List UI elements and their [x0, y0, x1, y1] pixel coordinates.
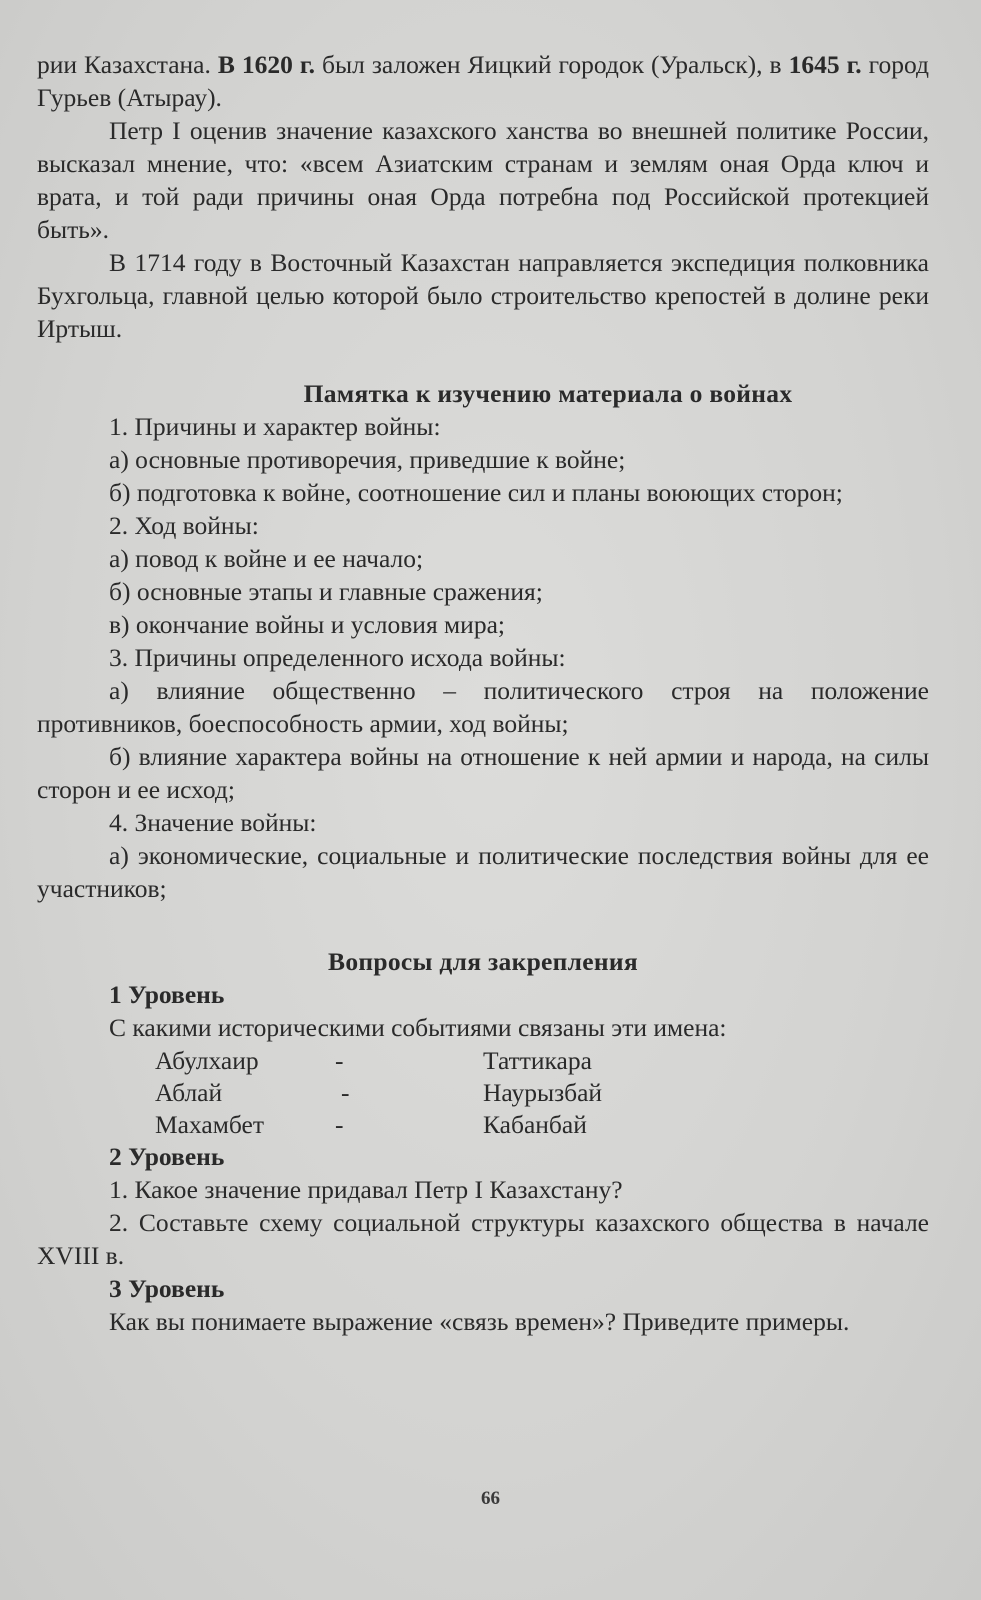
memo-item: а) влияние общественно – политического строя на положение противников, боеспособность армии, ход войны; [37, 676, 929, 738]
memo-item: 1. Причины и характер войны: [109, 412, 441, 441]
name-dash: - [335, 1110, 344, 1139]
page-number: 66 [481, 1488, 500, 1509]
level-3-label: 3 Уровень [109, 1274, 225, 1303]
memo-item: а) повод к войне и ее начало; [109, 544, 424, 573]
name-right: Таттикара [483, 1046, 592, 1075]
names-row [155, 1044, 929, 1076]
level-3-question: Как вы понимаете выражение «связь времен»? Приведите примеры. [109, 1307, 850, 1336]
memo-item: а) экономические, социальные и политические последствия войны для ее участников; [37, 841, 929, 903]
bold-date: В 1620 г. [217, 50, 315, 79]
memo-item: б) влияние характера войны на отношение к ней армии и народа, на силы сторон и ее исход; [37, 742, 929, 804]
page-text [37, 48, 929, 1338]
text-run: был заложен Яицкий городок (Уральск), в [315, 50, 789, 79]
memo-title: Памятка к изучению материала о войнах [303, 379, 793, 408]
memo-item: б) основные этапы и главные сражения; [109, 577, 543, 606]
text-run: рии Казахстана. [37, 50, 218, 79]
level-2-question-1: 1. Какое значение придавал Петр I Казахстану? [109, 1175, 623, 1204]
names-row [155, 1108, 929, 1140]
level-1-question: С какими историческими событиями связаны эти имена: [109, 1013, 727, 1042]
text-run: город Гурьев (Атырау). [37, 50, 929, 112]
level-1-label: 1 Уровень [109, 980, 225, 1009]
memo-item: 2. Ход войны: [109, 511, 259, 540]
memo-item: 4. Значение войны: [109, 808, 317, 837]
paragraph-peter: Петр I оценив значение казахского ханства во внешней политике России, высказал мнение, что: «всем Азиатским странам и землям оная Орда ключ и врата, и той ради причины оная Орда потребна под Российской протекцией быть». [37, 116, 929, 244]
level-2-question-2: 2. Составьте схему социальной структуры казахского общества в начале XVIII в. [37, 1208, 929, 1270]
name-left: Аблай [155, 1078, 223, 1107]
paragraph-forts [37, 48, 929, 114]
memo-item: 3. Причины определенного исхода войны: [109, 643, 566, 672]
name-right: Кабанбай [483, 1110, 587, 1139]
name-left: Махамбет [155, 1110, 264, 1139]
memo-item: а) основные противоречия, приведшие к войне; [109, 445, 626, 474]
name-right: Наурызбай [483, 1078, 603, 1107]
names-table [37, 1044, 929, 1140]
paragraph-expedition: В 1714 году в Восточный Казахстан направляется экспедиция полковника Бухгольца, главной целью которой было строительство крепостей в долине реки Иртыш. [37, 248, 929, 343]
memo-item: б) подготовка к войне, соотношение сил и планы воюющих сторон; [109, 478, 843, 507]
bold-date: 1645 г. [788, 50, 862, 79]
level-2-label: 2 Уровень [109, 1142, 225, 1171]
memo-item: в) окончание войны и условия мира; [109, 610, 505, 639]
name-dash: - [335, 1046, 344, 1075]
name-dash: - [341, 1078, 350, 1107]
questions-title: Вопросы для закрепления [328, 947, 638, 976]
name-left: Абулхаир [155, 1046, 259, 1075]
names-row [155, 1076, 929, 1108]
